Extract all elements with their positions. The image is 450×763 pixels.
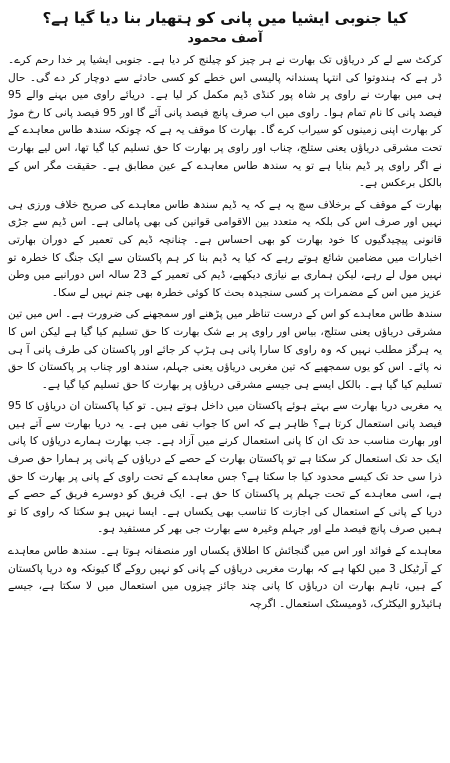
article-body <box>8 52 442 613</box>
article-paragraph: سندھ طاس معاہدے کو اس کے درست تناظر میں پڑھنے اور سمجھنے کی ضرورت ہے۔ اس میں تین مشرقی دریاؤں یعنی ستلج، بیاس اور راوی پر بے شک بھارت کا حق تسلیم کیا گیا ہے لیکن اس کا یہ ہرگز مطلب نہیں کہ وہ راوی کا سارا پانی ہی ہڑپ کر جائے اور پاکستان کی طرف پانی آ ہی نہ پائے۔ اس کو یوں سمجھیے کہ تین مغربی دریاؤں یعنی جہلم، سندھ اور چناب پر پاکستان کا حق تسلیم کیا گیا ہے۔ بالکل ایسے ہی جیسے مشرقی دریاؤں پر بھارت کا حق تسلیم کیا گیا ہے۔ <box>8 308 442 391</box>
article-paragraph: یہ مغربی دریا بھارت سے بہتے ہوئے پاکستان میں داخل ہوتے ہیں۔ تو کیا پاکستان ان دریاؤں کا 95 فیصد پانی استعمال کرتا ہے؟ ظاہر ہے کہ اس کا جواب نفی میں ہے۔ یہ دریا بھارت سے آتے ہیں اور بھارت مناسب حد تک ان کا پانی استعمال کرنے میں آزاد ہے۔ جب بھارت ہمارے دریاؤں کا پانی ایک حد تک استعمال کر سکتا ہے تو پاکستان بھارت کے حصے کے دریاؤں کے پانی پر ہمارا حق صرف ذرا سی حد تک کیسے محدود کیا جا سکتا ہے؟ جس معاہدے کے تحت راوی کے پانی پر بھارت کا حق ہے، اسی معاہدے کے تحت جہلم پر پاکستان کا حق ہے۔ ایک فریق کو دوسرے فریق کے حصے کے دریا کے پانی کے استعمال کی اجازت کا تناسب بھی یکساں ہے۔ ایسا نہیں ہو سکتا کہ راوی کا تو ہمیں صرف پانچ فیصد ملے اور جہلم وغیرہ سے بھارت جی بھر کر مستفید ہو۔ <box>8 400 442 536</box>
article-paragraph: بھارت کے موقف کے برخلاف سچ یہ ہے کہ یہ ڈیم سندھ طاس معاہدے کی صریح خلاف ورزی ہی نہیں اور صرف اس کی بلکہ یہ متعدد بین الاقوامی قوانین کی بھی پامالی ہے۔ اس ڈیم سے جڑی قانونی پیچیدگیوں کا خود بھارت کو بھی احساس ہے۔ چنانچہ ڈیم کی تعمیر کے دوران بھارتی اخبارات میں مضامین شائع ہوتے رہے کہ کیا یہ ڈیم بنا کر ہم پاکستان سے ایک جنگ کا خطرہ تو نہیں مول لے رہے، لیکن ہماری بے نیازی دیکھیے، ڈیم کی تعمیر کے 23 سالہ اس دورانیے میں وطن عزیز میں اس کے مضمرات پر کسی سنجیدہ بحث کا کوئی خطرہ بھی جنم نہیں لے سکا۔ <box>8 198 442 299</box>
article-paragraph: کرکٹ سے لے کر دریاؤں تک بھارت نے ہر چیز کو چیلنج کر دیا ہے۔ جنوبی ایشیا پر خدا رحم کرے۔ ڈر ہے کہ ہندوتوا کی انتہا پسندانہ پالیسی اس خطے کو کسی حادثے سے دوچار کر دے گی۔ حال ہی میں بھارت نے راوی پر شاہ پور کنڈی ڈیم مکمل کر لیا ہے۔ دریائے راوی میں بہنے والے 95 فیصد پانی کا نام تمام ہوا۔ راوی میں اب صرف پانچ فیصد پانی آئے گا اور 95 فیصد پانی کا رخ موڑ کر بھارت اپنی زمینوں کو سیراب کرے گا۔ بھارت کا موقف یہ ہے کہ چونکہ سندھ طاس معاہدے کے تحت مشرقی دریاؤں یعنی ستلج، چناب اور راوی پر بھارت کا حق تسلیم کیا گیا تھا، اس لیے بھارت نے اگر راوی پر ڈیم بنایا ہے تو یہ سندھ طاس معاہدے کے عین مطابق ہے۔ حقیقت مگر اس کے بالکل برعکس ہے۔ <box>8 54 442 190</box>
author-name: آصف محمود <box>187 30 263 45</box>
article-paragraph: معاہدے کے فوائد اور اس میں گنجائش کا اطلاق یکساں اور منصفانہ ہوتا ہے۔ سندھ طاس معاہدے کے آرٹیکل 3 میں لکھا ہے کہ بھارت مغربی دریاؤں کے پانی کو نہیں روکے گا کیونکہ وہ دریا پاکستان کے ہیں، تاہم بھارت ان دریاؤں کا پانی چند جائز چیزوں میں استعمال میں لا سکتا ہے، جیسے ہائیڈرو الیکٹرک، ڈومیسٹک استعمال۔ اگرچہ <box>8 545 442 610</box>
article-title: کیا جنوبی ایشیا میں پانی کو ہتھیار بنا دیا گیا ہے؟ <box>42 9 408 27</box>
